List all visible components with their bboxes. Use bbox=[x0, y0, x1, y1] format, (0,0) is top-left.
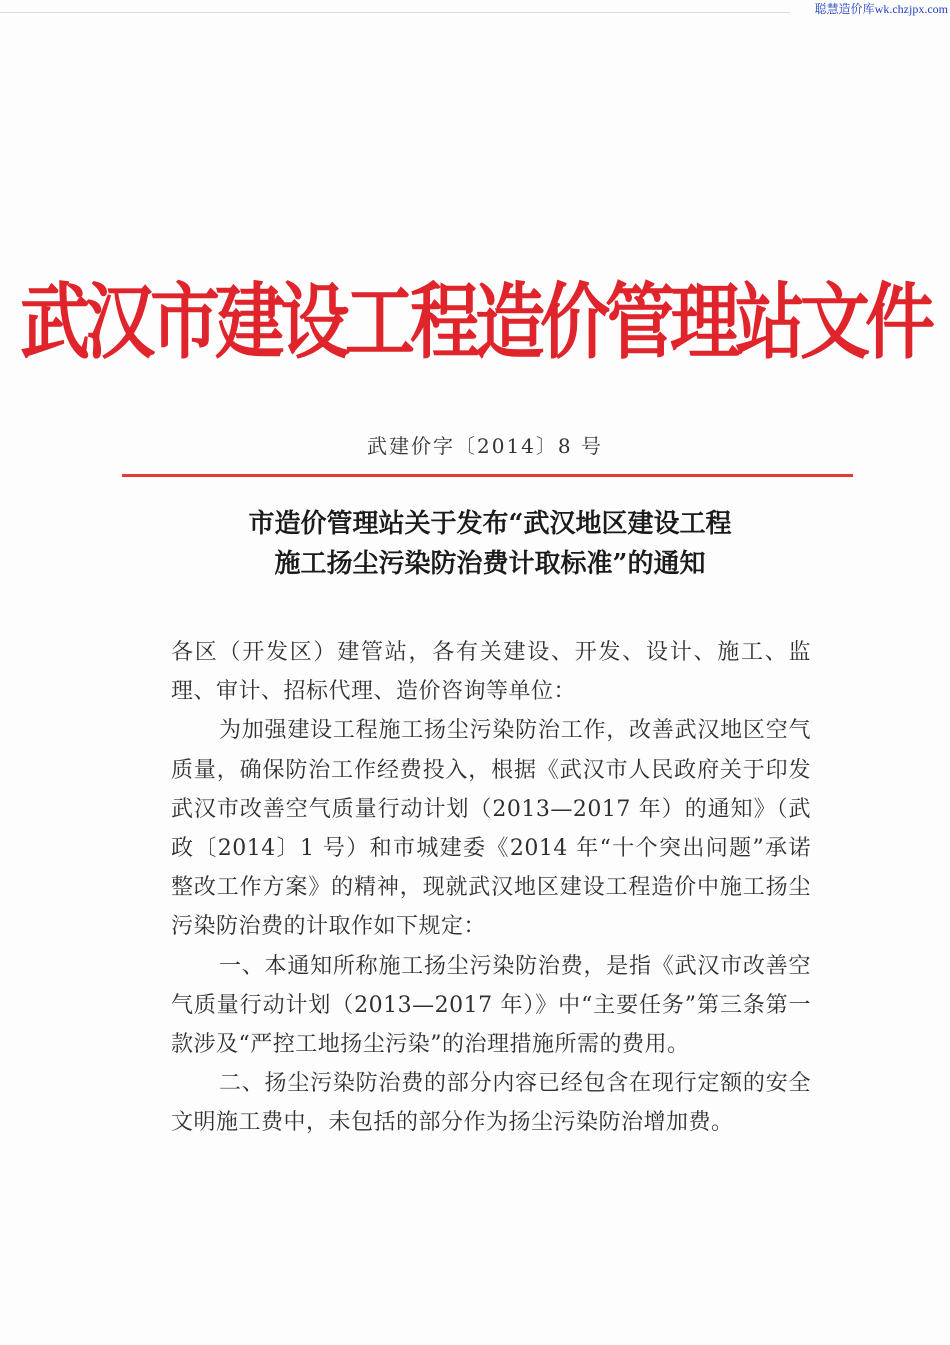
watermark: 聪慧造价库wk.chzjpx.com bbox=[814, 2, 948, 16]
document-number: 武建价字〔2014〕8 号 bbox=[367, 434, 603, 458]
document-header-title: 武汉市建设工程造价管理站文件 bbox=[20, 273, 930, 371]
paragraph-article-2: 二、扬尘污染防治费的部分内容已经包含在现行定额的安全文明施工费中，未包括的部分作为扬尘污染防治增加费。 bbox=[171, 1071, 811, 1136]
notice-body bbox=[171, 633, 811, 1143]
notice-title bbox=[0, 504, 950, 584]
paragraph-intro: 为加强建设工程施工扬尘污染防治工作，改善武汉地区空气质量，确保防治工作经费投入，根据《武汉市人民政府关于印发武汉市改善空气质量行动计划（2013—2017 年）的通知》（武政〔2014〕1 号）和市城建委《2014 年“十个突出问题”承诺整改工作方案》的精神，现就武汉地区建设工程造价中施工扬尘污染防治费的计取作如下规定： bbox=[171, 718, 811, 940]
top-border-line bbox=[0, 12, 790, 13]
paragraph-article-1: 一、本通知所称施工扬尘污染防治费，是指《武汉市改善空气质量行动计划（2013—2017 年）》中“主要任务”第三条第一款涉及“严控工地扬尘污染”的治理措施所需的费用。 bbox=[171, 953, 811, 1058]
salutation: 各区（开发区）建管站，各有关建设、开发、设计、施工、监理、审计、招标代理、造价咨询等单位： bbox=[171, 640, 811, 705]
red-separator-line bbox=[122, 474, 853, 477]
notice-title-line-2: 施工扬尘污染防治费计取标准”的通知 bbox=[274, 549, 706, 579]
notice-title-line-1: 市造价管理站关于发布“武汉地区建设工程 bbox=[248, 509, 732, 539]
